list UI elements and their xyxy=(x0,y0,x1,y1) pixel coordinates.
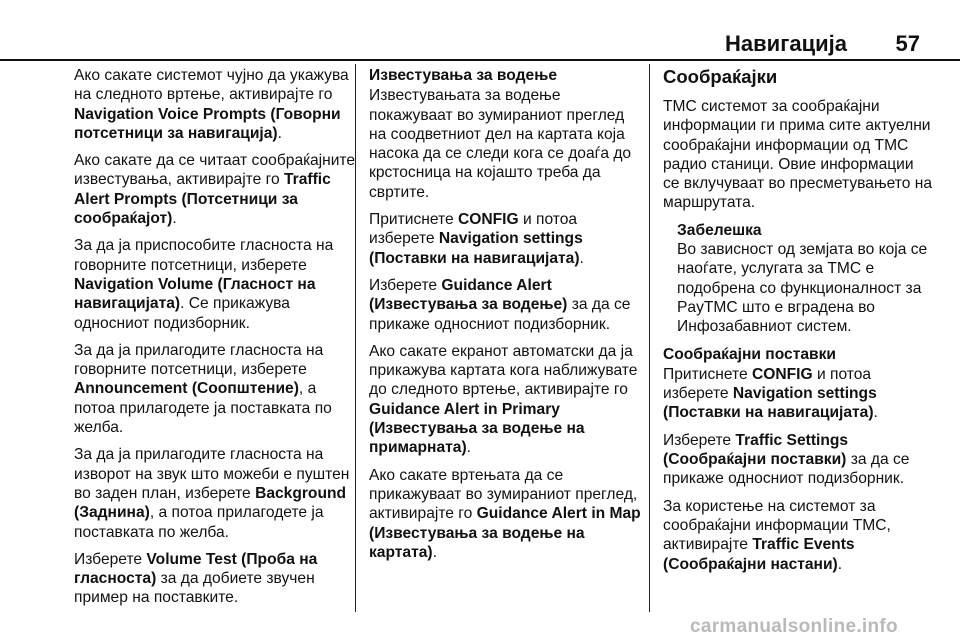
paragraph: Изберете Traffic Settings (Сообраќајни поставки) за да се прикаже односниот подизборник. xyxy=(663,431,910,488)
paragraph: За да ја прилагодите гласноста на изворот на звук што можеби е пуштен во заден план, изберете Background (Заднина), а потоа прилагодете ја поставката по желба. xyxy=(74,446,350,541)
subsection-heading: Сообраќајни поставки xyxy=(663,345,836,363)
column-1 xyxy=(74,66,356,616)
paragraph: Известувањата за водење покажуваат во зумираниот преглед на соодветниот дел на картата која насока да се следи кога се доаѓа до крстосница на којашто треба да свртите. xyxy=(369,87,632,201)
paragraph: За да ја приспособите гласноста на говорните потсетници, изберете Navigation Volume (Гласност на навигацијата). Се прикажува односниот подизборник. xyxy=(74,237,334,332)
paragraph: Притиснете CONFIG и потоа изберете Navigation settings (Поставки на навигацијата). xyxy=(663,365,878,422)
paragraph: Притиснете CONFIG и потоа изберете Navigation settings (Поставки на навигацијата). xyxy=(369,211,584,267)
page-number: 57 xyxy=(895,31,920,56)
column-3 xyxy=(663,66,933,582)
paragraph: Изберете Volume Test (Проба на гласноста) за да добиете звучен пример на поставките. xyxy=(74,550,318,607)
section-heading: Известувања за водење xyxy=(369,67,557,84)
note-heading: Забелешка xyxy=(677,221,762,239)
header-rule xyxy=(0,59,960,61)
note-body: Во зависност од земјата во која се наоѓате, услугата за TMC е подобрена со функционалност за PayTMC што е вградена во Инфозабавниот систем. xyxy=(677,241,928,336)
paragraph: TMC системот за сообраќајни информации ги прима сите актуелни сообраќајни информации од TMC радио станици. Овие информации се вклучуваат во пресметувањето на маршрутата. xyxy=(663,98,933,212)
paragraph: За користење на системот за сообраќајни информации TMC, активирајте Traffic Events (Сообраќајни настани). xyxy=(663,497,891,573)
page-title: Навигација xyxy=(725,31,847,56)
paragraph: За да ја прилагодите гласноста на говорните потсетници, изберете Announcement (Соопштение), а потоа прилагодете ја поставката по желба. xyxy=(74,341,332,437)
paragraph: Изберете Guidance Alert (Известувања за водење) за да се прикаже односниот подизборник. xyxy=(369,276,631,333)
note xyxy=(677,221,933,337)
paragraph: Ако сакате екранот автоматски да ја прикажува картата кога наближувате до следното вртење, активирајте го Guidance Alert in Primary (Известувања за водење на примарната). xyxy=(369,342,638,457)
watermark: carmanualsonline.info xyxy=(690,616,898,637)
paragraph: Ако сакате да се читаат сообраќајните известувања, активирајте го Traffic Alert Prompts (Потсетници за сообраќајот). xyxy=(74,152,356,228)
paragraph: Ако сакате вртењата да се прикажуваат во зумираниот преглед, активирајте го Guidance Alert in Map (Известувања за водење на картата). xyxy=(369,466,641,561)
section-heading: Сообраќајки xyxy=(663,66,778,87)
column-divider-2 xyxy=(649,64,650,612)
column-2 xyxy=(369,66,643,570)
paragraph: Ако сакате системот чујно да укажува на следното вртење, активирајте го Navigation Voice Prompts (Говорни потсетници за навигација). xyxy=(74,67,349,142)
